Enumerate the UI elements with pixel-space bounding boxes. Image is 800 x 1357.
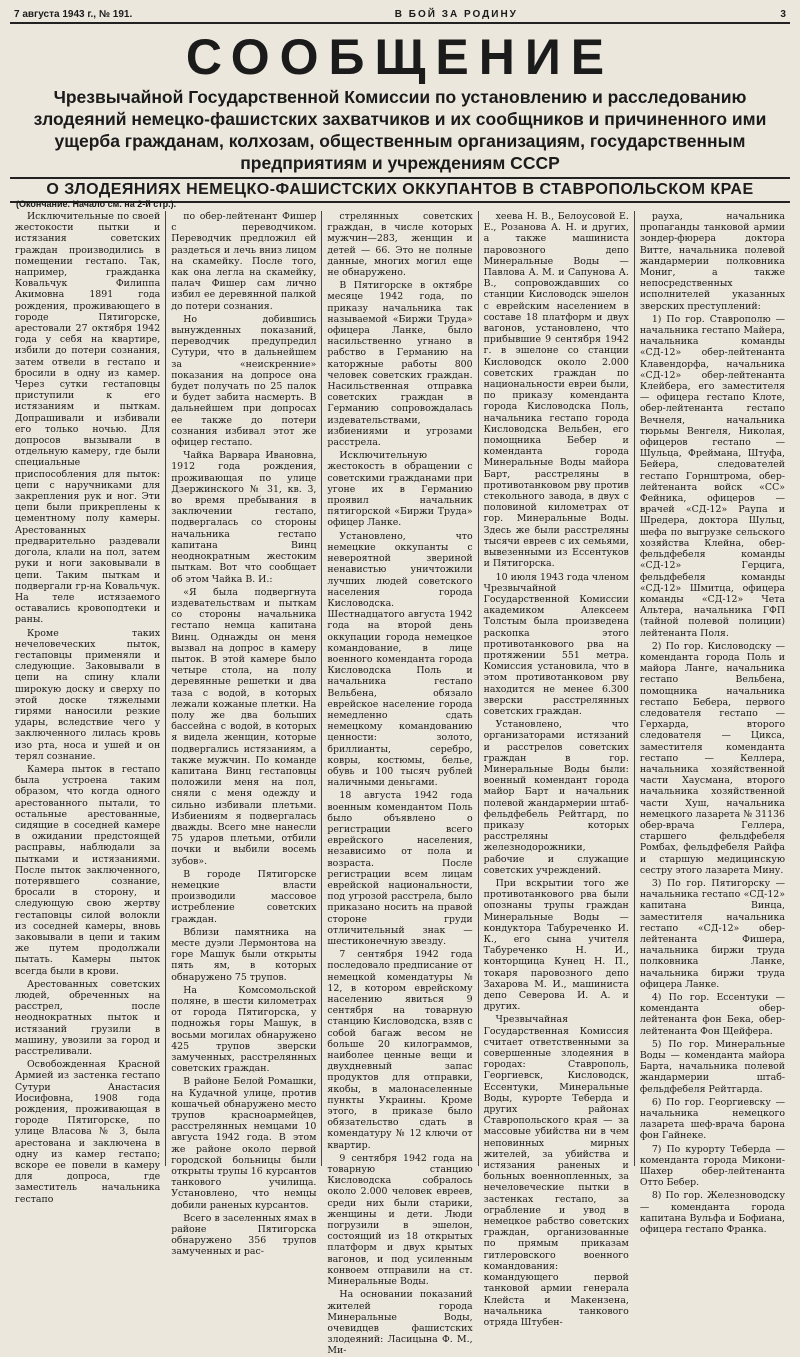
- paragraph: стрелянных советских граждан, в числе которых мужчин—283, женщин и детей — 66. Это не полные данные, многих могил еще не обнаружено.: [327, 211, 473, 279]
- continuation-note: (Окончание. Начало см. на 2-й стр.).: [16, 199, 177, 209]
- paragraph: хеева Н. В., Белоусовой Е. Е., Розанова А. Н. и других, а также машиниста паровозного депо Минеральные Воды — Павлова А. М. и Сапунова А. В., сопровождавших со станции Кисловодск эшелон с еврейским населением в составе 18 платформ и двух вагонов, установлено, что прибывшие 9 сентября 1942 г. в эшелоне со станции Кисловодск около 2.000 советских граждан по национальности евреи были, по приказу коменданта города Кисловодска Поль, начальника гестапо города Кисловодска Вельбен, его помощника Бебер и коменданта города Минеральные Воды майора Барт, расстреляны в противотанковом рву против стекольного завода, в двух с половиной километрах от гор. Минеральные Воды. Здесь же были расстреляны тысячи евреев с их семьями, вывезенными из Ессентуков и Пятигорска.: [483, 211, 629, 570]
- text-column-4: [479, 211, 635, 1328]
- article-columns: [10, 211, 790, 1357]
- paragraph: Вблизи памятника на месте дуэли Лермонтова на горе Машук были открыты пять ям, в которых обнаружено 75 трупов.: [171, 926, 317, 983]
- paragraph: 3) По гор. Пятигорску — начальника гестапо «СД-12» капитана Винца, заместителя начальника гестапо «СД-12» обер-лейтенанта Фишера, начальника биржи труда полковника Ланке, начальника биржи труда офицера Ланке.: [639, 877, 786, 990]
- paragraph: 1) По гор. Ставрополю — начальника гестапо Майера, начальника команды «СД-12» обер-лейтенанта Клавендорфа, начальника «СД-12» обер-лейтенанта Клейбера, его заместителя — офицера гестапо Клоте, обер-лейтенанта гестапо Вечнеля, начальника тюрьмы Венгеля, Николая, офицеров гестапо — Шульца, Фреймана, Штуфа, Бейера, следователей гестапо Горнштрома, обер-лейтенанта войск «СС» Фейника, офицеров — врачей «СД-12» Раупа и Шредера, доктора Шульц, шефа по выгрузке сельского хозяйства Клейна, обер-фельдфебеля команды «СД-12» Герцига, фельдфебеля команды «СД-12» Шмитца, офицера команды «СД-12» Чета Альтера, начальника ГФП (тайной полевой полиции) лейтенанта Поля.: [639, 313, 786, 639]
- paragraph: 5) По гор. Минеральные Воды — коменданта майора Барта, начальника полевой жандармерии штаб-фельдфебеля Рейтгарда.: [639, 1038, 786, 1095]
- article-subtitle: Чрезвычайной Государственной Комиссии по установлению и расследованию злодеяний немецко-фашистских захватчиков и их сообщников и причиненного ими ущерба гражданам, колхозам, общественным организациям, государственным предприятиям и учреждениям СССР: [33, 87, 767, 173]
- paragraph: Чайка Варвара Ивановна, 1912 года рождения, проживающая по улице Дзержинского № 31, кв. 3, во время пребывания в заключении гестапо, подвергалась со стороны начальника гестапо капитана Винц неоднократным жестоким пыткам. Вот что сообщает об этом Чайка В. И.:: [171, 450, 317, 585]
- newspaper-name: В БОЙ ЗА РОДИНУ: [394, 8, 518, 20]
- paragraph: В городе Пятигорске немецкие власти производили массовое истребление советских граждан.: [171, 868, 317, 925]
- paragraph: На Комсомольской поляне, в шести километрах от города Пятигорска, у подножья горы Машук, в восьми могилах обнаружено 425 трупов зверски замученных, расстрелянных советских граждан.: [171, 984, 317, 1075]
- paragraph: 18 августа 1942 года военным комендантом Поль было объявлено о регистрации всего еврейского населения, независимо от пола и возраста. После регистрации всем лицам еврейской национальности, под угрозой расстрела, было приказано носить на правой стороне груди отличительный знак — шестиконечную звезду.: [327, 790, 473, 947]
- paragraph: При вскрытии того же противотанкового рва были опознаны трупы граждан Минеральные Воды — кондуктора Табуреченко И. К., его сына учителя Табуреченко Н. И., конторщица Кунец Н. П., токаря паровозного депо Захарова М. И., машиниста депо Северова И. А. и других.: [483, 877, 629, 1013]
- paragraph: 2) По гор. Кисловодску — коменданта города Поль и майора Ланге, начальника гестапо Вельбена, помощника начальника гестапо Бебера, первого следователя гестапо — Герхарда, второго следователя — Цикса, заместителя коменданта гестапо — Келлера, начальника хозяйственной части Хаусмана, второго начальника хозяйственной части Хуш, начальника немецкого лазарета № 31136 обер-врача Геллера, старшего фельдфебеля Ромбах, фельдфебеля Райфа и старшую медицинскую сестру этого лазарета Мину.: [639, 640, 786, 876]
- page-number: 3: [780, 8, 786, 20]
- paragraph: по обер-лейтенант Фишер с переводчиком. Переводчик предложил ей раздеться и лечь вниз лицом на скамейку. После того, как она легла на скамейку, палач Фишер сам лично избил ее деревянной палкой до потери сознания.: [171, 211, 317, 312]
- paragraph: Арестованных советских людей, обреченных на расстрел, после неоднократных пыток и истязаний грузили в машину, увозили за город и расстреливали.: [15, 978, 161, 1058]
- paragraph: Освобожденная Красной Армией из застенка гестапо Сутури Анастасия Иосифовна, 1908 года рождения, проживающая в городе Пятигорске, по улице Власова № 3, была арестована и заключена в одну из камер гестапо; вскоре ее повели в камеру для допроса, где заместитель начальника гестапо: [15, 1059, 161, 1205]
- paragraph: Кроме таких нечеловеческих пыток, гестаповцы применяли и следующие. Заковывали в цепи на спину клали широкую доску и сверху по этой доске тяжелыми гирями наносили резкие удары, вследствие чего у заключенного лилась кровь изо рта, носа и ушей и он терял сознание.: [15, 627, 161, 762]
- paragraph: 10 июля 1943 года членом Чрезвычайной Государственной Комиссии академиком Алексеем Толстым была произведена раскопка этого противотанкового рва на протяжении 551 метра. Комиссия установила, что в этом противотанковом рву находится не менее 6.300 зверски расстрелянных советских граждан.: [483, 571, 629, 717]
- paragraph: Но добившись вынужденных показаний, переводчик предупредил Сутури, что в дальнейшем за «неискренние» показания на допросе она будет получать по 25 палок и будет забита насмерть. В дальнейшем при допросах ее также до потери сознания избивал этот же офицер гестапо.: [171, 313, 317, 449]
- paragraph: В Пятигорске в октябре месяце 1942 года, по приказу начальника так называемой «Биржи Труда» офицера Ланке, было насильственно угнано в рабство в Германию на каторжные работы 800 человек советских граждан. Насильственная отправка советских граждан в Германию сопровождалась издевательствами, избиениями и угрозами расстрела.: [327, 280, 473, 449]
- paragraph: В районе Белой Ромашки, на Кудачной улице, против кошачьей обнаружено место трупов красноармейцев, расстрелянных немцами 10 августа 1942 года. В этом же районе около первой городской больницы были открыты трупы 16 курсантов танкового училища. Установлено, что немцы добили раненых курсантов.: [171, 1076, 317, 1211]
- text-column-2: [166, 211, 322, 1258]
- paragraph: «Я была подвергнута издевательствам и пыткам со стороны начальника гестапо немца капитана Винц. Однажды он меня вызвал на допрос в камеру пыток. В этой камере было четыре стола, на полу деревянные решетки и два таза с водой, в которых лежали кожаные плетки. На полу же два больших бассейна с водой, в которых я видела женщин, которые подвергались истязаниям, а также мужчин. По команде капитана Винц гестаповцы положили меня на пол, сняли с меня одежду и сильно избивали плетьми. Избиениям я подвергалась дважды. Всего мне нанесли 75 ударов плетьми, отбили почки и выбили восемь зубов».: [171, 586, 317, 867]
- paragraph: 6) По гор. Георгиевску — начальника немецкого лазарета шеф-врача барона фон Гайнеке.: [639, 1096, 786, 1142]
- paragraph: 4) По гор. Ессентуки — коменданта обер-лейтенанта фон Бека, обер-лейтенанта Фон Щейфера.: [639, 992, 786, 1037]
- issue-date: 7 августа 1943 г., № 191.: [14, 8, 133, 20]
- newspaper-page: [10, 6, 790, 1357]
- paragraph: На основании показаний жителей города Минеральные Воды, очевидцев фашистских злодеяний: Ласицына Ф. М., Ми-: [327, 1289, 473, 1357]
- paragraph: Камера пыток в гестапо была устроена таким образом, что когда одного арестованного пытали, то остальные арестованные, сидящие в соседней камере в ожидании предстоящей расправы, наблюдали за пытками и истязаниями. После пыток заключенного, потерявшего сознание, бросали в сторону, и следующую свою жертву гестаповцы силой волокли из соседней камеры, вновь заковывали в цепи и таким же путем продолжали пытать. Камеры пыток всегда были в крови.: [15, 763, 161, 977]
- page-header: [10, 6, 790, 24]
- paragraph: 7 сентября 1942 года последовало предписание от немецкой комендатуры № 12, в котором еврейскому населению явиться 9 сентября на товарную станцию Кисловодска, взяв с собой багаж весом не больше 20 килограммов, наиболее ценные вещи и двухдневный запас продуктов для отправки, якобы, в малонаселенные пункты Украины. Кроме этого, в приказе было обязательство сдать в комендатуру № 12 ключи от квартир.: [327, 949, 473, 1151]
- text-column-5: [635, 211, 790, 1236]
- paragraph: Всего в заселенных ямах в районе Пятигорска обнаружено 356 трупов замученных и рас-: [171, 1212, 317, 1258]
- paragraph: Чрезвычайная Государственная Комиссия считает ответственными за совершенные злодеяния в городах: Ставрополь, Георгиевск, Кисловодск, Ессентуки, Минеральные Воды, курорте Теберда и других районах Ставропольского края — за массовые убийства ни в чем неповинных мирных жителей, за убийства и истязания раненых и больных военнопленных, за нечеловеческие пытки в застенках гестапо, за ограбление и увод в немецкое рабство советских граждан, организованные по прямым приказам гитлеровского военного командования: командующего первой танковой армии генерала Клейста и Макензена, начальника танкового отряда Штубен-: [483, 1014, 629, 1328]
- paragraph: Установлено, что немецкие оккупанты с невероятной звериной ненавистью уничтожили лучших людей советского населения города Кисловодска. Шестнадцатого августа 1942 года на второй день оккупации города немецкое командование, в лице военного коменданта города Кисловодска Поль и начальника гестапо Вельбена, обязало еврейское население города немедленно сдать немецкому командованию ценности: золото, бриллианты, серебро, ковры, костюмы, белье, обувь и 100 тысяч рублей наличными деньгами.: [327, 530, 473, 789]
- paragraph: Исключительные по своей жестокости пытки и истязания советских граждан производились в помещении гестапо. Так, например, гражданка Ковальчук Филиппа Акимовна 1891 года рождения, проживающего в городе Пятигорске, арестовали 27 октября 1942 года у себя на квартире, избили до потери сознания, затем отвели в гестапо и бросили в одну из камер. Через сутки гестаповцы приступили к его истязаниям и пыткам. Допрашивали и избивали его только ночью. Для допросов вызывали в отдельную камеру, где были специальные приспособления для пыток: цепи с наручниками для закрепления рук и ног. Эти цепи были прикреплены к цементному полу камеры. Арестованных предварительно раздевали догола, клали на пол, затем руки и ноги заковывали в цепи. Таким пыткам и подвергали гр-на Ковальчук. На теле истязаемого оставались кровоподтеки и раны.: [15, 211, 161, 626]
- paragraph: Установлено, что организаторами истязаний и расстрелов советских граждан в гор. Минеральные Воды были: военный комендант города майор Барт и начальник полевой жандармерии штаб-фельдфебель Рейтгард, по приказу которых расстреляны железнодорожники, рабочие и служащие советских учреждений.: [483, 719, 629, 876]
- text-column-3: [322, 211, 478, 1357]
- paragraph: 8) По гор. Железноводску — коменданта города капитана Вульфа и Бофиана, офицера гестапо Франка.: [639, 1190, 786, 1236]
- paragraph: 7) По курорту Теберда — коменданта города Микони-Шахер обер-лейтенанта Отто Бебер.: [639, 1143, 786, 1189]
- text-column-1: [10, 211, 166, 1205]
- section-title: О ЗЛОДЕЯНИЯХ НЕМЕЦКО-ФАШИСТСКИХ ОККУПАНТОВ В СТАВРОПОЛЬСКОМ КРАЕ: [10, 177, 790, 203]
- paragraph: рауха, начальника пропаганды танковой армии зондер-фюрера доктора Витте, начальника полевой жандармерии полковника Мониг, а также непосредственных исполнителей указанных зверских преступлений:: [639, 211, 786, 312]
- paragraph: Исключительную жестокость в обращении с советскими гражданами при угоне их в Германию проявил начальник пятигорской «Биржи Труда» офицер Ланке.: [327, 450, 473, 529]
- paragraph: 9 сентября 1942 года на товарную станцию Кисловодска собралось около 2.000 человек евреев, среди них были старики, женщины и дети. Люди погрузили в эшелон, состоящий из 18 открытых платформ и двух крытых вагонов, и под усиленным конвоем отправили на ст. Минеральные Воды.: [327, 1152, 473, 1288]
- article-title: СООБЩЕНИЕ: [185, 29, 615, 85]
